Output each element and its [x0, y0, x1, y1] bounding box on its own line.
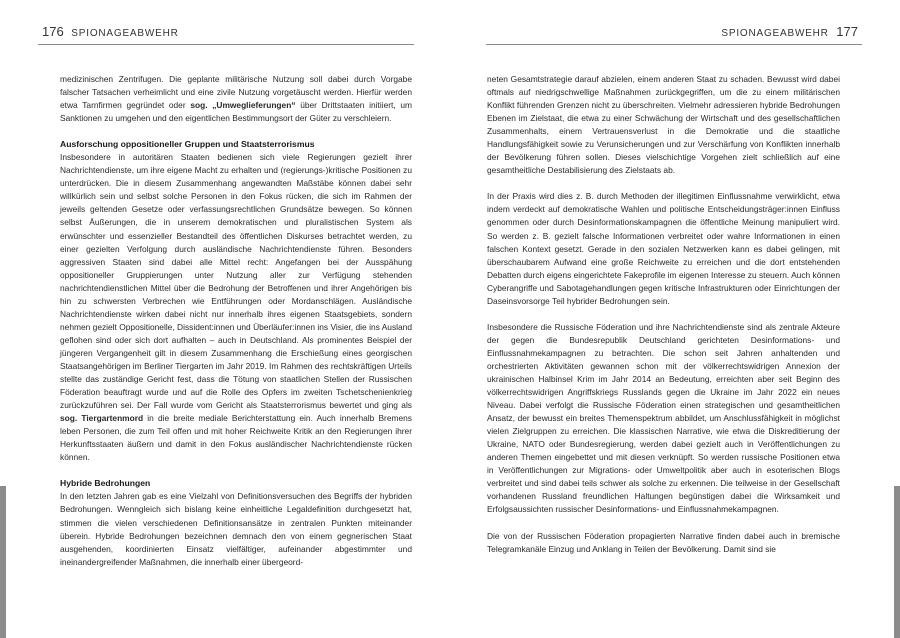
right-running-head — [721, 24, 862, 39]
right-thumb-index-bar — [894, 486, 900, 638]
right-text-column — [487, 73, 840, 556]
left-text-column — [60, 73, 412, 569]
left-paragraph-1 — [60, 73, 412, 125]
left-paragraph-2-text-a: Insbesondere in autoritären Staaten bedienen sich viele Regierungen gezielt ihrer Nachrichtendienste, um ihre eigene Macht zu erhalten und (regierungs-)kritische Positionen zu unterdrücken. Die in diesem Zusammenhang angewandten Maßstäbe können dabei sehr willkürlich sein und selbst solche Personen in den Fokus rücken, die sich im Rahmen der jeweils geltenden Gesetze oder verfassungsrechtlichen Grundsätze bewegen. So können selbst Äußerungen, die in unserem demokratischen und pluralistischen System als erwünschter und essenzieller Bestandteil des öffentlichen Diskurses betrachtet werden, zu einer gezielten Verfolgung durch ausländische Nachrichtendienste führen. Besonders aggressiven Staaten sind dabei alle Mittel recht: Angefangen bei der Ausspähung oppositioneller Gruppierungen unter Nutzung aller zur Verfügung stehenden nachrichtendienstlichen Mittel über die Bedrohung der Betroffenen und ihrer Angehörigen bis hin zu schwersten Verbrechen wie Entführungen oder Mordanschlägen. Ausländische Nachrichtendienste wirken dabei nicht nur innerhalb ihres eigenen Staatsgebiets, sondern nehmen gezielt Oppositionelle, Dissident:innen und Überläufer:innen ins Visier, die ins Ausland geflohen sind oder sich dort aufhalten – auch in Deutschland. Als prominentes Beispiel der jüngeren Vergangenheit gilt in diesem Zusammenhang die Erschießung eines georgischen Staatsangehörigen im Berliner Tiergarten im Jahr 2019. Im Rahmen des rechtskräftigen Urteils stellte das zuständige Gericht fest, dass die Tötung von staatlichen Stellen der Russischen Föderation beauftragt wurde und auf die Rolle des Opfers im zweiten Tschetschenienkrieg zurückzuführen sei. Der Fall wurde vom Gericht als Staatsterrorismus bewertet und ging als — [60, 152, 412, 411]
section-heading-hybrid-threats: Hybride Bedrohungen — [60, 478, 151, 489]
right-page — [450, 0, 900, 638]
left-page-number: 176 — [42, 24, 64, 39]
left-header-rule — [38, 44, 414, 45]
right-running-title: SPIONAGEABWEHR — [721, 28, 829, 39]
left-thumb-index-bar — [0, 486, 6, 638]
right-paragraph-3: Insbesondere die Russische Föderation und ihre Nachrichtendienste sind als zentrale Akteure der gegen die Bundesrepublik Deutschland gerichteten Desinformations- und Einflussnahmekampagnen zu betrachten. Die schon seit Jahren anhaltenden und orchestrierten Aktivitäten gewannen schon mit der völkerrechtswidrigen Annexion der ukrainischen Halbinsel Krim im Jahr 2014 an Bedeutung, erreichten aber seit Beginn des völkerrechtswidrigen Angriffskriegs Russlands gegen die Ukraine im Jahr 2022 ein neues Niveau. Dabei verfolgt die Russische Föderation einen strategischen und gesamtheitlichen Ansatz, der bewusst ein breites Themenspektrum abbildet, um Anschlussfähigkeit in möglichst vielen Zielgruppen zu erreichen. Die klassischen Narrative, wie etwa die Diskreditierung der Ukraine, NATO oder Bundesregierung, werden dabei gezielt auch in Veröffentlichungen zu anderen Themen eingebettet und mit diesen verknüpft. So werden russische Positionen etwa in Veröffentlichungen zur Migrations- oder Umweltpolitik aber auch in esoterischen Blogs verbreitet und sind dabei teils schwer als solche zu erkennen. Die teilweise in der Gesellschaft vorhandenen Russland freundlichen Haltungen begünstigen dabei die Wirksamkeit und Erfolgsaussichten russischer Desinformations- und Einflussnahmekampagnen. — [487, 321, 840, 515]
left-paragraph-2-text-b: in die breite mediale Berichterstattung ein. Auch innerhalb Bremens leben Personen, die zum Teil offen und mit hoher Reichweite Kritik an den Regierungen ihrer Herkunftsstaaten äußern und damit in den Fokus ausländischer Nachrichtendienste rücken können. — [60, 413, 412, 463]
left-paragraph-3: In den letzten Jahren gab es eine Vielzahl von Definitionsversuchen des Begriffs der hybriden Bedrohungen. Wenngleich sich bislang keine einheitliche Legaldefinition durchgesetzt hat, stimmen die vielen verschiedenen Definitionsansätze in zentralen Punkten miteinander überein. Hybride Bedrohungen bezeichnen demnach den von einem gegnerischen Staat ausgehenden, koordinierten Einsatz vielfältiger, aufeinander abgestimmter und ineinandergreifender Maßnahmen, die innerhalb einer übergeord- — [60, 491, 412, 567]
left-running-head — [38, 24, 179, 39]
left-paragraph-2-bold-term: sog. Tiergartenmord — [60, 413, 144, 424]
right-header-rule — [486, 44, 862, 45]
left-running-title: SPIONAGEABWEHR — [71, 28, 179, 39]
section-heading-opposition: Ausforschung oppositioneller Gruppen und Staatsterrorismus — [60, 139, 315, 150]
left-paragraph-2 — [60, 151, 412, 464]
right-paragraph-4: Die von der Russischen Föderation propagierten Narrative finden dabei auch in bremische Telegramkanäle Einzug und Anklang in Teilen der Bevölkerung. Damit sind sie — [487, 530, 840, 554]
left-paragraph-1-text-a: medizinischen Zentrifugen. Die geplante militärische Nutzung soll dabei durch Vorgabe falscher Tatsachen verheimlicht und eine zivile Nutzung vorgetäuscht werden. Hierfür werden etwa Tarnfirmen gegründet oder — [60, 74, 412, 111]
left-paragraph-1-text-b: über Drittstaaten initiiert, um Sanktionen zu umgehen und den eigentlichen Bestimmungsort der Güter zu verschleiern. — [60, 100, 412, 124]
right-paragraph-1: neten Gesamtstrategie darauf abzielen, einem anderen Staat zu schaden. Bewusst wird dabei oftmals auf niedrigschwellige Maßnahmen zurückgegriffen, um die zu einem militärischen Konflikt führenden Grenzen nicht zu überschreiten. Vielmehr adressieren hybride Bedrohungen Ebenen im Zielstaat, die etwa zu einer Schwächung der Wirtschaft und des gesellschaftlichen Zusammenhalts, einem Vertrauensverlust in die Demokratie und die staatliche Handlungsfähigkeit sowie zu Verunsicherungen und zur Verschärfung von Konflikten innerhalb der Bevölkerung führen sollen. Dieses vielschichtige Vorgehen zielt schließlich auf eine gesamtheitliche Destabilisierung des Zielstaats ab. — [487, 74, 840, 176]
right-paragraph-2: In der Praxis wird dies z. B. durch Methoden der illegitimen Einflussnahme verwirklicht, etwa indem verdeckt auf demokratische Wahlen und politische Entscheidungsträger:innen Einfluss genommen oder durch Desinformationskampagnen die öffentliche Meinung manipuliert wird. So werden z. B. gezielt falsche Informationen verbreitet oder wahre Informationen in einen falschen Kontext gesetzt. Gerade in den sozialen Netzwerken kann es dabei gelingen, mit überschaubarem Aufwand eine große Reichweite zu erreichen und die dort entstehenden Debatten durch eigens eingerichtete Fakeprofile im eigenen Interesse zu steuern. Auch können Cyberangriffe und Sabotagehandlungen gegen kritische Infrastrukturen oder Einrichtungen der Daseinsvorsorge Teil hybrider Bedrohungen sein. — [487, 191, 840, 306]
left-paragraph-1-bold-term: sog. „Umweglieferungen“ — [190, 100, 296, 111]
right-page-number: 177 — [836, 24, 858, 39]
